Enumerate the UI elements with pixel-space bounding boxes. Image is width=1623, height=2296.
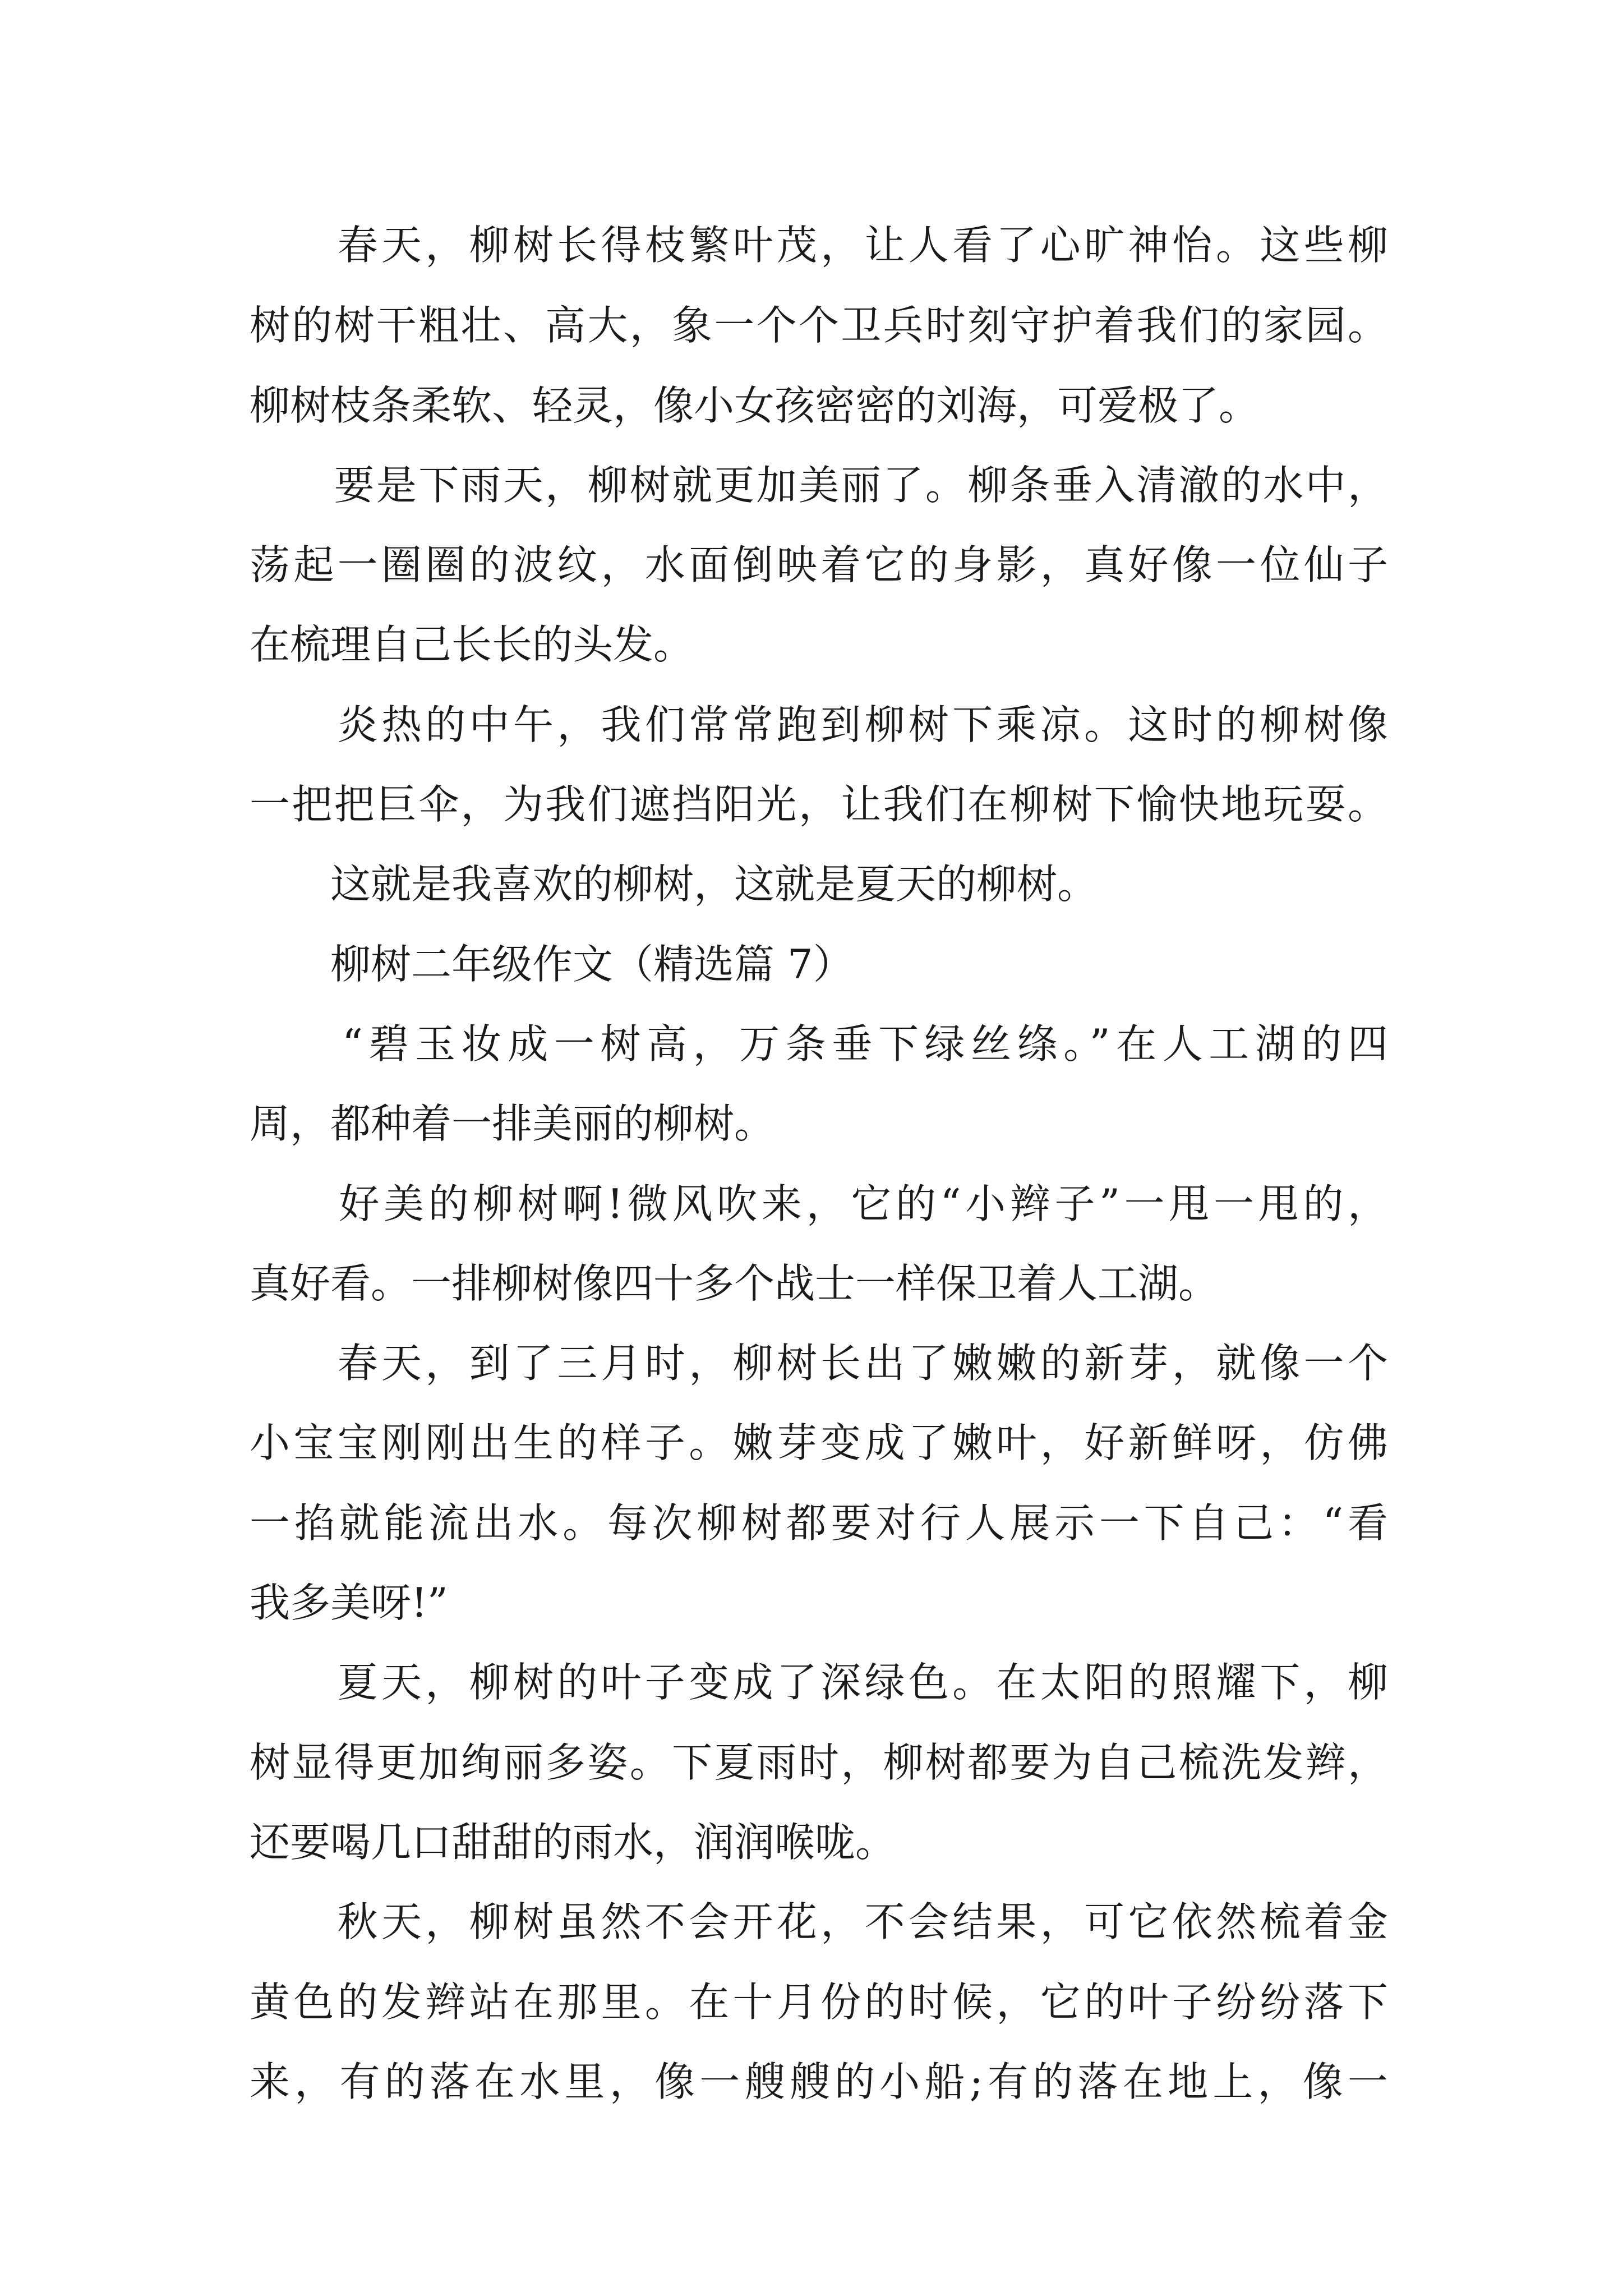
- text-line: 这就是我喜欢的柳树，这就是夏天的柳树。: [250, 861, 1098, 908]
- text-line: 来，有的落在水里，像一艘艘的小船;有的落在地上，像一: [250, 2058, 1388, 2105]
- text-line: 小宝宝刚刚出生的样子。嫩芽变成了嫩叶，好新鲜呀，仿佛: [250, 1419, 1388, 1466]
- text-line: “碧玉妆成一树高，万条垂下绿丝绦。”在人工湖的四: [250, 1020, 1388, 1068]
- text-line: 夏天，柳树的叶子变成了深绿色。在太阳的照耀下，柳: [250, 1659, 1388, 1706]
- text-line: 秋天，柳树虽然不会开花，不会结果，可它依然梳着金: [250, 1898, 1388, 1945]
- text-line: 春天，柳树长得枝繁叶茂，让人看了心旷神怡。这些柳: [250, 222, 1388, 269]
- text-line: 要是下雨天，柳树就更加美丽了。柳条垂入清澈的水中，: [250, 462, 1388, 509]
- text-line: 真好看。一排柳树像四十多个战士一样保卫着人工湖。: [250, 1260, 1219, 1307]
- text-line: 一掐就能流出水。每次柳树都要对行人展示一下自己：“看: [250, 1499, 1388, 1547]
- text-line: 春天，到了三月时，柳树长出了嫩嫩的新芽，就像一个: [250, 1340, 1388, 1387]
- text-line: 柳树枝条柔软、轻灵，像小女孩密密的刘海，可爱极了。: [250, 382, 1260, 429]
- text-line: 在梳理自己长长的头发。: [250, 621, 694, 668]
- text-line: 好美的柳树啊!微风吹来，它的“小辫子”一甩一甩的，: [250, 1180, 1388, 1227]
- text-line: 黄色的发辫站在那里。在十月份的时候，它的叶子纷纷落下: [250, 1978, 1388, 2026]
- section-heading: 柳树二年级作文（精选篇 7）: [250, 941, 854, 988]
- text-line: 树的树干粗壮、高大，象一个个卫兵时刻守护着我们的家园。: [250, 302, 1388, 349]
- text-line: 炎热的中午，我们常常跑到柳树下乘凉。这时的柳树像: [250, 701, 1388, 748]
- text-line: 一把把巨伞，为我们遮挡阳光，让我们在柳树下愉快地玩耍。: [250, 781, 1388, 828]
- text-line: 我多美呀!”: [250, 1579, 448, 1626]
- text-line: 树显得更加绚丽多姿。下夏雨时，柳树都要为自己梳洗发辫，: [250, 1739, 1388, 1786]
- text-line: 还要喝几口甜甜的雨水，润润喉咙。: [250, 1819, 896, 1866]
- text-line: 荡起一圈圈的波纹，水面倒映着它的身影，真好像一位仙子: [250, 541, 1388, 588]
- text-line: 周，都种着一排美丽的柳树。: [250, 1100, 775, 1147]
